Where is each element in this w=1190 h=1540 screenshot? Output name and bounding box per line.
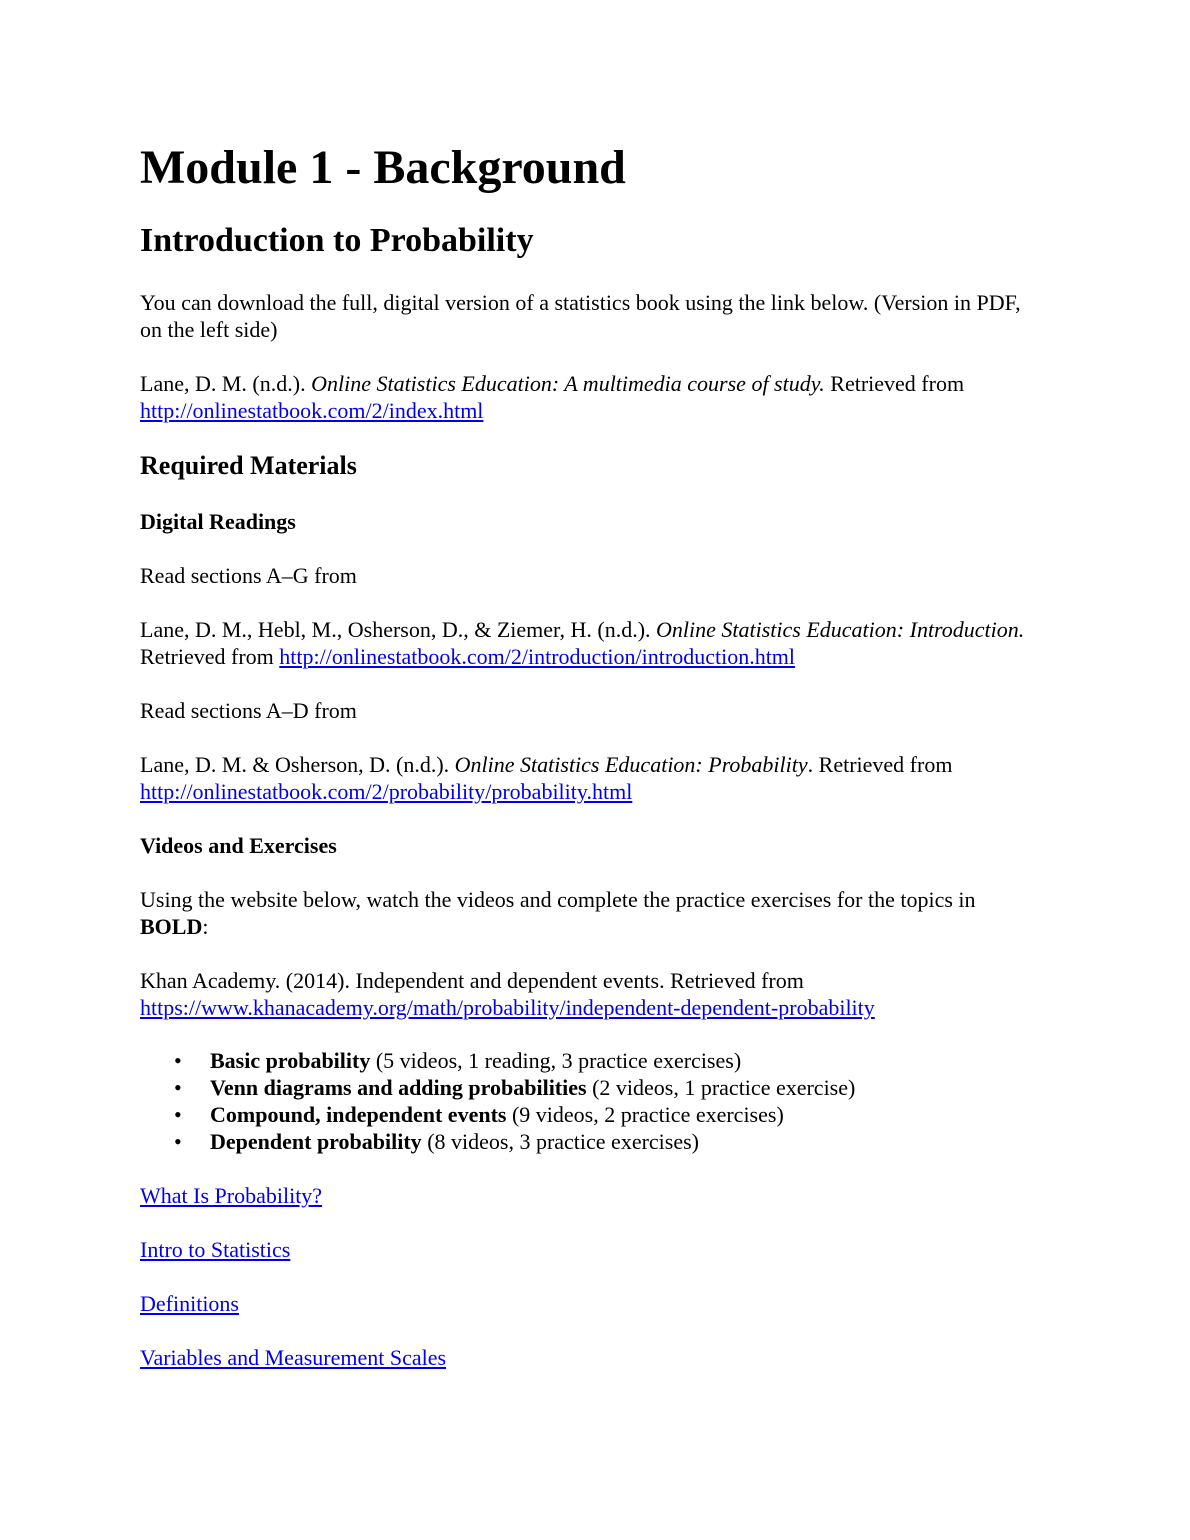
topic-name: Dependent probability xyxy=(210,1129,422,1154)
topic-name: Venn diagrams and adding probabilities xyxy=(210,1075,587,1100)
topic-detail: (5 videos, 1 reading, 3 practice exercises) xyxy=(370,1048,742,1073)
bullet-icon: • xyxy=(174,1129,182,1154)
videos-intro-end: : xyxy=(202,914,209,939)
khan-link[interactable]: https://www.khanacademy.org/math/probability/independent-dependent-probability xyxy=(140,995,875,1020)
book-ref-suffix: Retrieved from xyxy=(824,371,965,396)
videos-heading: Videos and Exercises xyxy=(140,833,337,858)
book-ref-prefix: Lane, D. M. (n.d.). xyxy=(140,371,312,396)
intro-paragraph: You can download the full, digital version of a statistics book using the link below. (Version in PDF, on the left side) xyxy=(140,290,1021,342)
reading2-link[interactable]: http://onlinestatbook.com/2/probability/probability.html xyxy=(140,779,633,804)
module-title: Module 1 - Background xyxy=(140,141,626,194)
list-item xyxy=(140,1101,1040,1128)
required-materials-heading: Required Materials xyxy=(140,451,357,480)
videos-intro xyxy=(140,886,1040,940)
bullet-icon: • xyxy=(174,1048,182,1073)
list-item xyxy=(140,1074,1040,1101)
reading1-prefix: Lane, D. M., Hebl, M., Osherson, D., & Ziemer, H. (n.d.). xyxy=(140,617,657,642)
reading1-link[interactable]: http://onlinestatbook.com/2/introduction/introduction.html xyxy=(279,644,796,669)
reading2-suffix: . Retrieved from xyxy=(807,752,953,777)
section-title: Introduction to Probability xyxy=(140,222,534,259)
reading1-reference xyxy=(140,616,1040,670)
variables-measurement-link[interactable]: Variables and Measurement Scales xyxy=(140,1345,447,1370)
reading1-instruction: Read sections A–G from xyxy=(140,563,357,588)
reading1-title: Online Statistics Education: Introduction. xyxy=(656,617,1025,642)
bullet-icon: • xyxy=(174,1075,182,1100)
topic-list xyxy=(140,1047,1040,1155)
topic-detail: (2 videos, 1 practice exercise) xyxy=(586,1075,856,1100)
topic-detail: (9 videos, 2 practice exercises) xyxy=(506,1102,784,1127)
digital-readings-heading: Digital Readings xyxy=(140,509,296,534)
bullet-icon: • xyxy=(174,1102,182,1127)
videos-intro-bold: BOLD xyxy=(140,914,203,939)
list-item xyxy=(140,1047,1040,1074)
intro-to-statistics-link[interactable]: Intro to Statistics xyxy=(140,1237,291,1262)
book-reference xyxy=(140,370,1040,424)
list-item xyxy=(140,1128,1040,1155)
book-ref-title: Online Statistics Education: A multimedia course of study. xyxy=(311,371,825,396)
khan-reference xyxy=(140,967,1040,1021)
reading2-reference xyxy=(140,751,1040,805)
topic-name: Basic probability xyxy=(210,1048,371,1073)
link-row-4 xyxy=(140,1344,1040,1371)
topic-name: Compound, independent events xyxy=(210,1102,507,1127)
reading2-title: Online Statistics Education: Probability xyxy=(454,752,808,777)
reading1-suffix: Retrieved from xyxy=(140,644,280,669)
reading2-instruction: Read sections A–D from xyxy=(140,698,357,723)
link-row-1 xyxy=(140,1182,1040,1209)
khan-ref-text: Khan Academy. (2014). Independent and dependent events. Retrieved from xyxy=(140,968,804,993)
book-link[interactable]: http://onlinestatbook.com/2/index.html xyxy=(140,398,484,423)
topic-detail: (8 videos, 3 practice exercises) xyxy=(421,1129,700,1154)
videos-intro-text: Using the website below, watch the videos and complete the practice exercises for the topics in xyxy=(140,887,976,912)
link-row-3 xyxy=(140,1290,1040,1317)
what-is-probability-link[interactable]: What Is Probability? xyxy=(140,1183,323,1208)
definitions-link[interactable]: Definitions xyxy=(140,1291,239,1316)
reading2-prefix: Lane, D. M. & Osherson, D. (n.d.). xyxy=(140,752,455,777)
link-row-2 xyxy=(140,1236,1040,1263)
